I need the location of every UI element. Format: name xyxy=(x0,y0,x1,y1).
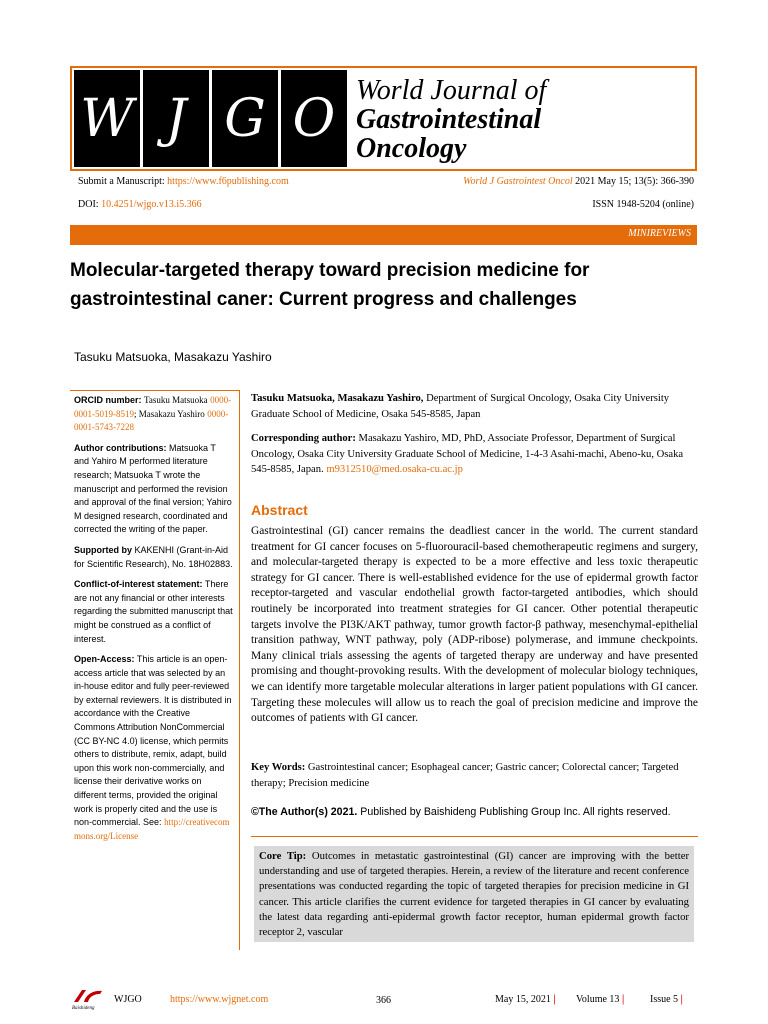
journal-name-line2: Gastrointestinal xyxy=(356,104,542,135)
masthead-letter-o: O xyxy=(281,70,347,167)
footer-separator: | xyxy=(553,994,556,1005)
page-footer xyxy=(72,990,702,1014)
core-tip-box xyxy=(254,846,694,942)
footer-url[interactable]: https://www.wjgnet.com xyxy=(170,994,269,1005)
keywords xyxy=(251,760,698,791)
masthead-letter-g: G xyxy=(212,70,278,167)
section-label: MINIREVIEWS xyxy=(628,228,691,239)
orcid-author2: ; Masakazu Yashiro xyxy=(134,408,205,419)
oa-text: This article is an open-access article that was selected by an in-house editor and fully peer-reviewed by external reviewers. It is distributed in accordance with the Creative Commons Attribution NonCommercial (CC BY-NC 4.0) license, which permits others to distribute, remix, adapt, build upon this work non-commercially, and license their derivative works on different terms, provided the original work is properly cited and the use is non-commercial. See: xyxy=(74,654,232,828)
copyright-holder: ©The Author(s) 2021. xyxy=(251,806,358,818)
support-label: Supported by xyxy=(74,544,132,555)
footer-volume-text: Volume 13 xyxy=(576,994,620,1005)
orcid-label: ORCID number: xyxy=(74,395,142,405)
affiliation-names: Tasuku Matsuoka, Masakazu Yashiro, xyxy=(251,393,424,404)
submit-link[interactable]: https://www.f6publishing.com xyxy=(167,176,289,187)
title-line1: Molecular-targeted therapy toward precision medicine for xyxy=(70,260,590,281)
abstract-heading: Abstract xyxy=(251,502,308,518)
journal-name-line1: World Journal of xyxy=(356,75,547,106)
corr-text: Masakazu Yashiro, MD, PhD, Associate Professor, Department of Surgical Oncology, Osaka City University Graduate School of Medicine, 1-4-3 Asahi-machi, Abeno-ku, Osaka 545-8585, Japan. xyxy=(251,433,684,475)
citation xyxy=(463,176,694,187)
submit-label: Submit a Manuscript: xyxy=(78,176,165,187)
submit-manuscript xyxy=(78,176,289,187)
footer-separator: | xyxy=(621,994,625,1005)
keywords-text: Gastrointestinal cancer; Esophageal cancer; Gastric cancer; Colorectal cancer; Targeted therapy; Precision medicine xyxy=(251,762,679,789)
corresponding-author xyxy=(251,431,698,478)
citation-details: 2021 May 15; 13(5): 366-390 xyxy=(575,176,694,187)
copyright-text: Published by Baishideng Publishing Group Inc. All rights reserved. xyxy=(360,806,671,818)
orcid-link2[interactable]: 0000-0001-5743-7228 xyxy=(74,408,229,433)
publisher-logo-text: Baishideng xyxy=(72,1006,95,1010)
publisher-logo-icon xyxy=(72,988,106,1010)
contributions-block xyxy=(70,442,239,537)
footer-volume xyxy=(576,994,624,1005)
sidebar-rule xyxy=(70,390,239,391)
section-bar xyxy=(70,225,697,245)
oa-license-link[interactable]: http://creativecommons.org/License xyxy=(74,817,230,841)
footer-separator: | xyxy=(680,994,683,1005)
footer-date xyxy=(495,994,556,1005)
support-text: KAKENHI (Grant-in-Aid for Scientific Research), No. 18H02883. xyxy=(74,544,233,569)
citation-journal: World J Gastrointest Oncol xyxy=(463,176,573,187)
abstract-text: Gastrointestinal (GI) cancer remains the deadliest cancer in the world. The current standard treatment for GI cancer focuses on 5-fluorouracil-based chemotherapeutic regimens and surgery, and molecular-targeted therapy is expected to be a more effective and less toxic therapeutic strategy for GI cancer. There is well-established evidence for the use of epidermal growth factor receptor-targeted and vascular endothelial growth factor-targeted antibodies, which should routinely be incorporated into treatment strategies for GI cancer. Other potential therapeutic targets involve the PI3K/AKT pathway, tumor growth factor-β pathway, mesenchymal-epithelial transition pathway, WNT pathway, poly (ADP-ribose) polymerase, and immune checkpoints. Many clinical trials assessing the agents of targeted therapy are underway and have presented promising and thought-provoking results. With the development of molecular biology techniques, we can identify more targetable molecular alterations in larger patient populations with GI cancer. Targeting these molecules will allow us to reach the goal of precision medicine and improve the outcomes of patients with GI cancer. xyxy=(251,525,698,725)
masthead-letter-j: J xyxy=(143,70,209,167)
footer-date-text: May 15, 2021 xyxy=(495,994,551,1005)
coi-label: Conflict-of-interest statement: xyxy=(74,579,203,590)
coi-text: There are not any financial or other interests regarding the submitted manuscript that might be construed as a conflict of interest. xyxy=(74,579,233,644)
affiliation-text: Department of Surgical Oncology, Osaka City University Graduate School of Medicine, Osaka 545-8585, Japan xyxy=(251,393,670,420)
corr-label: Corresponding author: xyxy=(251,433,356,444)
contrib-label: Author contributions: xyxy=(74,442,167,453)
article-info-sidebar xyxy=(70,390,240,950)
article-title xyxy=(70,256,700,314)
journal-masthead xyxy=(70,66,697,171)
footer-issue xyxy=(650,994,683,1005)
footer-journal: WJGO xyxy=(114,994,142,1005)
doi-link[interactable]: 10.4251/wjgo.v13.i5.366 xyxy=(101,199,202,210)
open-access-block xyxy=(70,653,239,843)
corr-email[interactable]: m9312510@med.osaka-cu.ac.jp xyxy=(326,464,463,475)
orcid-author1: Tasuku Matsuoka xyxy=(144,395,208,405)
support-block xyxy=(70,544,239,571)
coi-block xyxy=(70,578,239,646)
journal-letters xyxy=(74,70,347,167)
issn: ISSN 1948-5204 (online) xyxy=(592,199,694,210)
core-tip-rule xyxy=(251,836,698,837)
contrib-text: Matsuoka T and Yahiro M performed literature research; Matsuoka T wrote the manuscript and performed the revision and approval of the final version; Yahiro M designed research, coordinated and corrected the writing of the paper. xyxy=(74,442,232,535)
journal-name xyxy=(356,76,546,163)
footer-issue-text: Issue 5 xyxy=(650,994,679,1005)
orcid-link1[interactable]: 0000-0001-5019-8519 xyxy=(74,395,232,419)
copyright xyxy=(251,806,698,818)
orcid-block xyxy=(70,394,239,435)
doi-label: DOI: xyxy=(78,199,99,210)
affiliation xyxy=(251,391,698,422)
masthead-letter-w: W xyxy=(74,70,140,167)
doi xyxy=(78,199,202,210)
core-tip-text: Outcomes in metastatic gastrointestinal (GI) cancer are improving with the better understanding and use of targeted therapies. Herein, a review of the literature and recent conference presentations was conducted regarding the topic of targeted therapies for precision medicine in GI cancer. This article clarifies the current evidence for targeted therapies in GI cancer by evaluating the latest data regarding anti-epidermal growth factor receptor, human epidermal growth factor receptor 2, vascular xyxy=(259,850,689,939)
author-list: Tasuku Matsuoka, Masakazu Yashiro xyxy=(74,350,272,364)
keywords-label: Key Words: xyxy=(251,762,306,773)
publisher-logo xyxy=(72,988,106,1013)
oa-label: Open-Access: xyxy=(74,654,135,665)
title-line2: gastrointestinal caner: Current progress and challenges xyxy=(70,289,577,310)
core-tip-label: Core Tip: xyxy=(259,850,307,862)
journal-name-line3: Oncology xyxy=(356,133,467,164)
page-number: 366 xyxy=(376,995,391,1006)
